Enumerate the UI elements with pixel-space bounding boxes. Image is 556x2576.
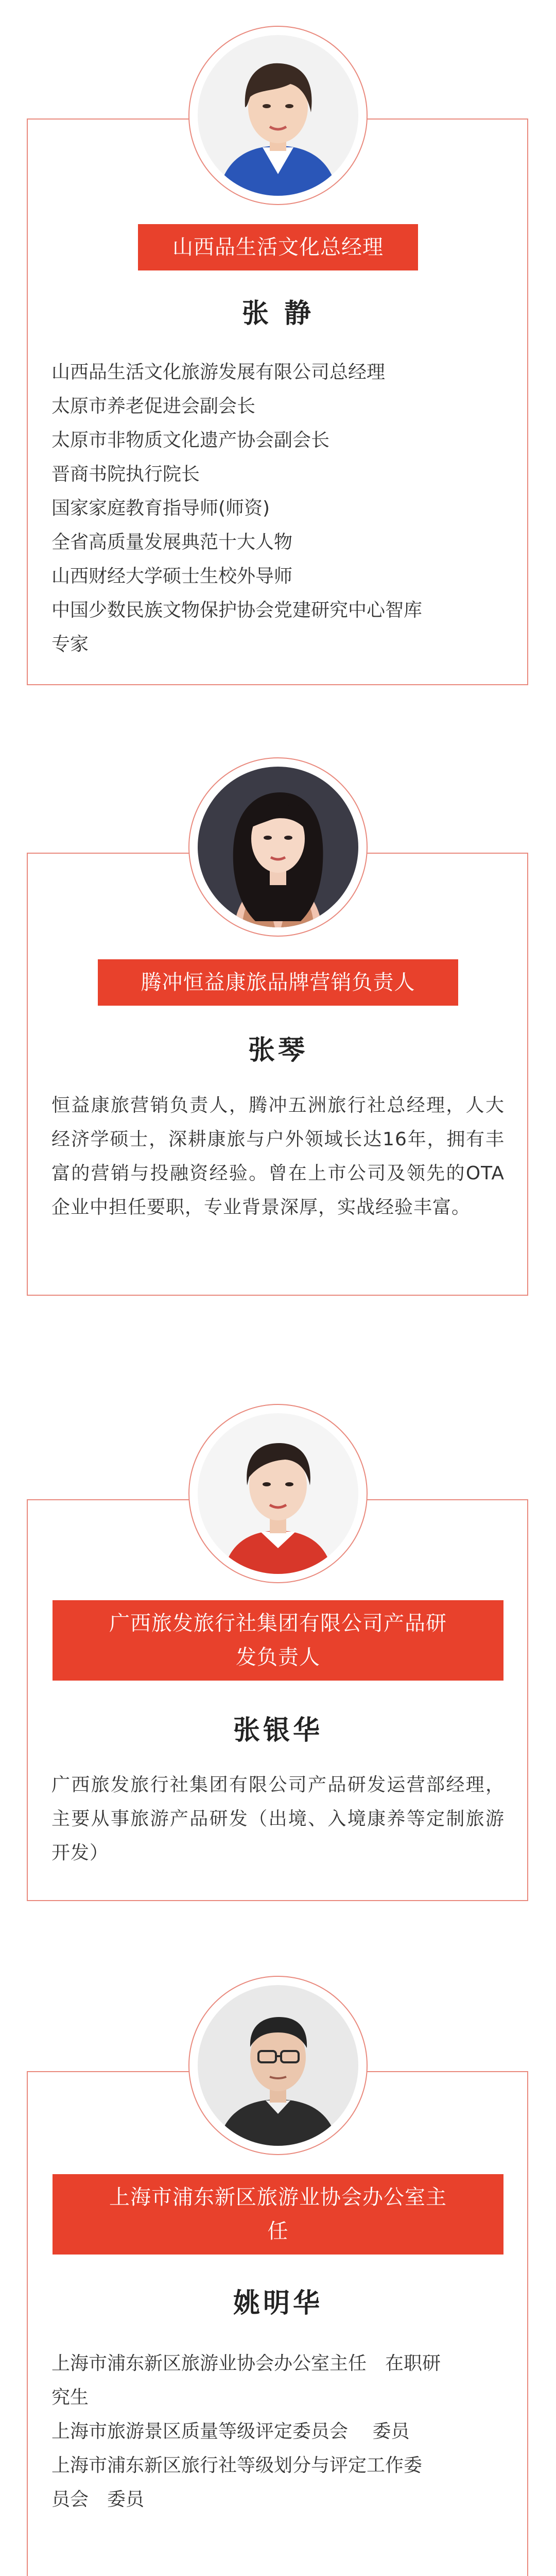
portrait-woman-red-top bbox=[198, 1413, 358, 1574]
profile-title-line: 广西旅发旅行社集团有限公司产品研 bbox=[109, 1612, 447, 1635]
bio-line: 上海市旅游景区质量等级评定委员会 委员 bbox=[51, 2421, 410, 2442]
profile-title-line: 上海市浦东新区旅游业协会办公室主 bbox=[109, 2185, 447, 2209]
bio-line: 太原市非物质文化遗产协会副会长 bbox=[51, 430, 330, 451]
profile-title-2 bbox=[98, 959, 458, 1006]
avatar-frame-2 bbox=[188, 757, 368, 937]
bio-line: 太原市养老促进会副会长 bbox=[51, 396, 256, 417]
portrait-woman-long-hair bbox=[198, 767, 358, 927]
profile-title-line: 任 bbox=[267, 2219, 289, 2243]
bio-line: 上海市浦东新区旅游业协会办公室主任 在职研 bbox=[51, 2353, 441, 2374]
profile-title-1 bbox=[138, 224, 418, 270]
bio-line: 专家 bbox=[51, 634, 89, 655]
avatar-photo-3 bbox=[198, 1413, 358, 1574]
profile-title-3 bbox=[53, 1600, 503, 1681]
avatar-photo-2 bbox=[198, 767, 358, 927]
profile-title-text-2: 腾冲恒益康旅品牌营销负责人 bbox=[141, 971, 415, 994]
bio-line: 全省高质量发展典范十大人物 bbox=[51, 532, 293, 553]
bio-line: 山西财经大学硕士生校外导师 bbox=[51, 566, 293, 587]
profile-name-3: 张银华 bbox=[233, 1715, 323, 1746]
bio-line: 究生 bbox=[51, 2387, 89, 2408]
portrait-woman-blue-suit bbox=[198, 35, 358, 196]
portrait-man-glasses bbox=[198, 1985, 358, 2146]
bio-line: 员会 委员 bbox=[51, 2489, 145, 2510]
bio-line: 上海市浦东新区旅行社等级划分与评定工作委 bbox=[51, 2455, 423, 2476]
avatar-photo-1 bbox=[198, 35, 358, 196]
profile-title-line: 发负责人 bbox=[236, 1646, 320, 1669]
profile-title-text-1: 山西品生活文化总经理 bbox=[172, 235, 384, 259]
profile-name-2: 张琴 bbox=[248, 1035, 308, 1066]
profile-title-4 bbox=[53, 2174, 503, 2255]
profile-bio-4 bbox=[51, 2347, 505, 2517]
bio-line: 国家家庭教育指导师(师资) bbox=[51, 498, 270, 519]
bio-line: 中国少数民族文物保护协会党建研究中心智库 bbox=[51, 600, 423, 621]
bio-line: 晋商书院执行院长 bbox=[51, 464, 200, 485]
bio-line: 山西品生活文化旅游发展有限公司总经理 bbox=[51, 362, 386, 383]
profile-name-4: 姚明华 bbox=[233, 2288, 323, 2319]
profile-bio-2: 恒益康旅营销负责人，腾冲五洲旅行社总经理，人大经济学硕士，深耕康旅与户外领域长达16年，拥有丰富的营销与投融资经验。曾在上市公司及领先的OTA企业中担任要职，专业背景深厚，实战经验丰富。 bbox=[51, 1095, 505, 1218]
avatar-photo-4 bbox=[198, 1985, 358, 2146]
profile-bio-1 bbox=[51, 355, 505, 662]
avatar-frame-4 bbox=[188, 1976, 368, 2155]
profile-name-1: 张 静 bbox=[241, 298, 315, 329]
avatar-frame-3 bbox=[188, 1404, 368, 1583]
profile-bio-3: 广西旅发旅行社集团有限公司产品研发运营部经理，主要从事旅游产品研发（出境、入境康养等定制旅游开发） bbox=[51, 1774, 505, 1863]
avatar-frame-1 bbox=[188, 26, 368, 205]
